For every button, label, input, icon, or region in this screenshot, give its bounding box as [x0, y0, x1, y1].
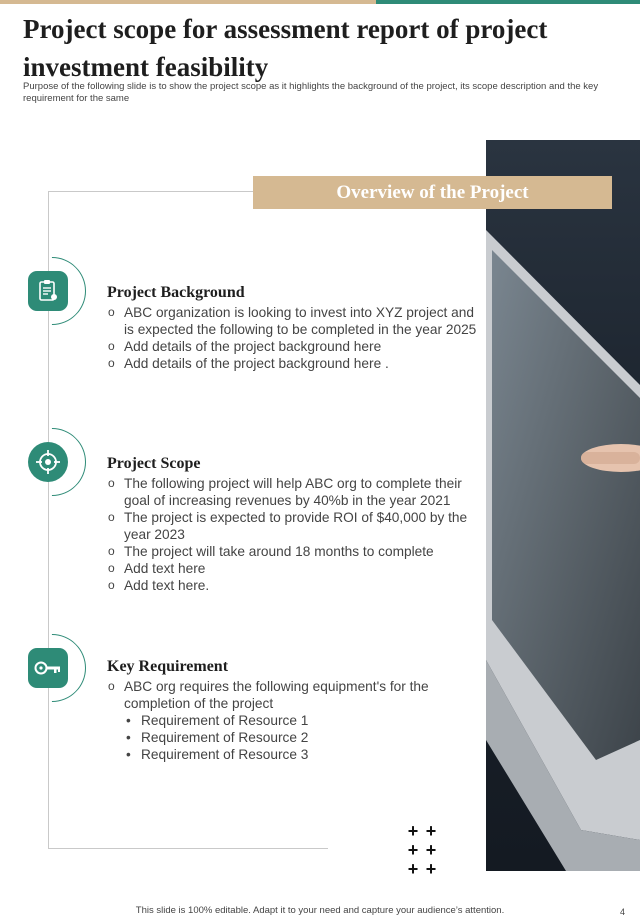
plus-symbol: +	[407, 821, 419, 841]
target-icon	[28, 442, 68, 482]
page-number: 4	[620, 907, 626, 917]
sub-bullet-item: • Requirement of Resource 2	[107, 729, 477, 746]
bullet-item: o The project is expected to provide ROI of $40,000 by the year 2023	[107, 509, 477, 543]
key-icon	[28, 648, 68, 688]
plus-symbol: +	[425, 859, 437, 879]
section-key-requirement	[107, 657, 477, 763]
bullet-item: o Add details of the project background here .	[107, 355, 477, 372]
plus-symbol: +	[407, 840, 419, 860]
section-heading: Project Background	[107, 284, 245, 301]
page-title: Project scope for assessment report of project investment feasibility	[23, 14, 548, 82]
bullet-item: o The project will take around 18 months to complete	[107, 543, 477, 560]
plus-symbol: +	[425, 840, 437, 860]
sub-bullet-item: • Requirement of Resource 3	[107, 746, 477, 763]
footer-note: This slide is 100% editable. Adapt it to your need and capture your audience’s attention.	[135, 905, 505, 916]
section-icon-requirement	[24, 640, 80, 696]
bullet-item: o The following project will help ABC org to complete their goal of increasing revenues by 40%b in the year 2021	[107, 475, 477, 509]
sub-bullet-item: • Requirement of Resource 1	[107, 712, 477, 729]
bullet-item: o Add text here	[107, 560, 477, 577]
plus-symbol: +	[425, 821, 437, 841]
laptop-photo	[486, 140, 640, 871]
section-icon-scope	[24, 434, 80, 490]
clipboard-icon	[28, 271, 68, 311]
section-project-background	[107, 283, 477, 372]
section-heading: Key Requirement	[107, 658, 229, 675]
overview-banner: Overview of the Project	[253, 176, 612, 209]
plus-symbol: +	[407, 859, 419, 879]
bullet-item: o ABC organization is looking to invest into XYZ project and is expected the following to be completed in the year 2025	[107, 304, 477, 338]
top-accent-bar-tan	[0, 0, 376, 4]
page-subtitle: Purpose of the following slide is to show the project scope as it highlights the background of the project, its scope description and the key requirement for the same	[23, 81, 599, 104]
section-heading: Project Scope	[107, 455, 201, 472]
section-project-scope	[107, 454, 477, 594]
laptop-illustration	[486, 140, 640, 871]
bullet-item: o ABC org requires the following equipment's for the completion of the project	[107, 678, 477, 712]
section-icon-background	[24, 263, 80, 319]
plus-decoration	[404, 823, 440, 878]
top-accent-bar-teal	[376, 0, 640, 4]
bullet-item: o Add details of the project background here	[107, 338, 477, 355]
bullet-item: o Add text here.	[107, 577, 477, 594]
